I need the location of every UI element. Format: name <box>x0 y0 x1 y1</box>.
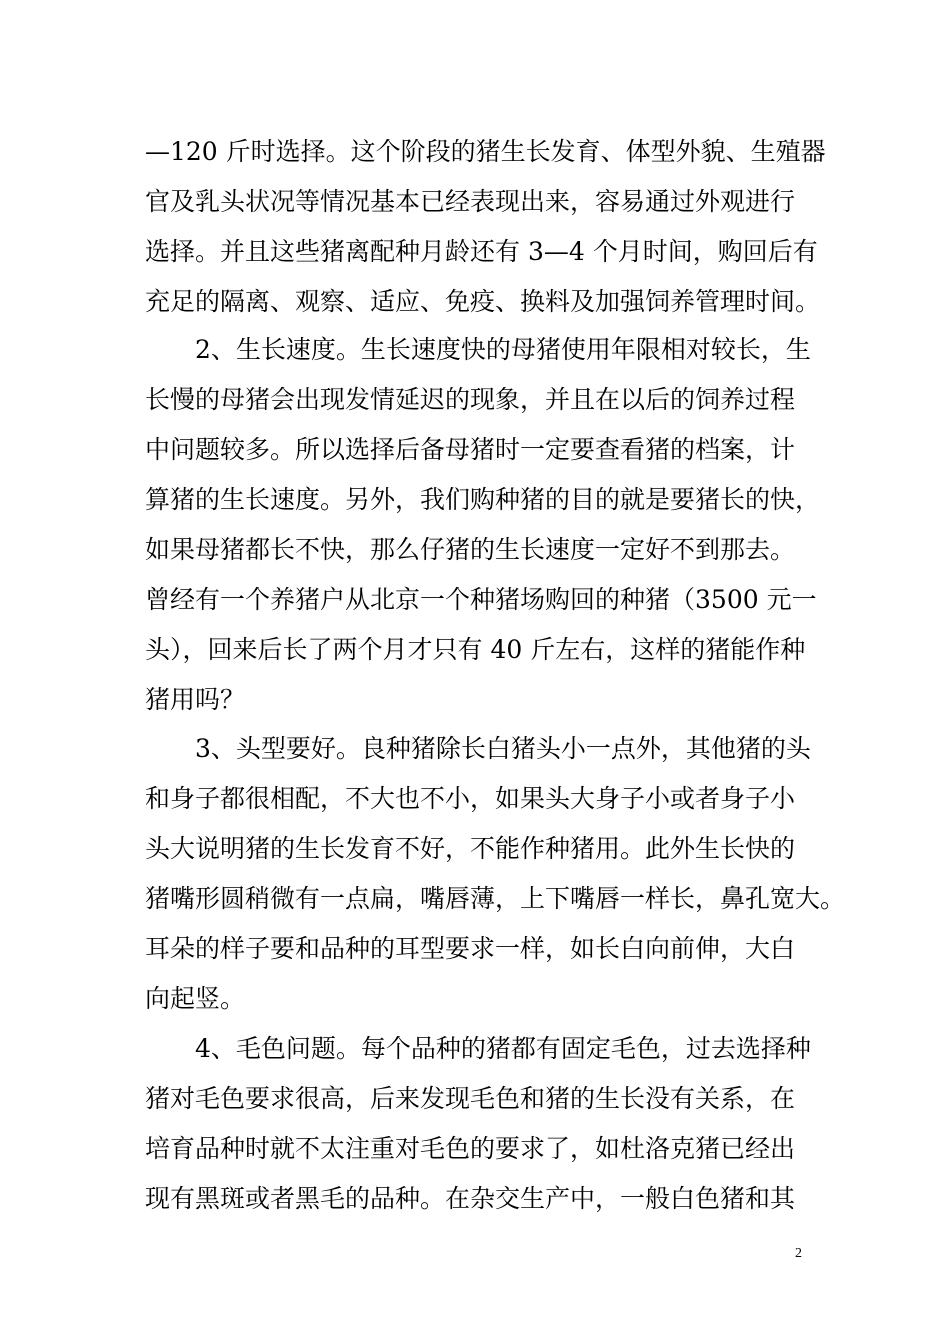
text-line: 和身子都很相配，不大也不小，如果头大身子小或者身子小 <box>145 784 796 813</box>
text-line: 猪嘴形圆稍微有一点扁，嘴唇薄，上下嘴唇一样长，鼻孔宽大。 <box>145 884 846 913</box>
text-line: 头大说明猪的生长发育不好，不能作种猪用。此外生长快的 <box>145 834 796 863</box>
text-line: 曾经有一个养猪户从北京一个种猪场购回的种猪（3500 元一 <box>145 585 817 614</box>
text-line: 向起竖。 <box>145 984 246 1013</box>
paragraph-heading-head-shape: 3、头型要好。良种猪除长白猪头小一点外，其他猪的头 <box>195 734 811 763</box>
text-line: 充足的隔离、观察、适应、免疫、换料及加强饲养管理时间。 <box>145 287 821 316</box>
text-line: 猪用吗？ <box>145 685 246 714</box>
text-line: 长慢的母猪会出现发情延迟的现象，并且在以后的饲养过程 <box>145 385 796 414</box>
text-line: 耳朵的样子要和品种的耳型要求一样，如长白向前伸，大白 <box>145 934 796 963</box>
paragraph-heading-growth-speed: 2、生长速度。生长速度快的母猪使用年限相对较长，生 <box>195 335 811 364</box>
text-line: 头），回来后长了两个月才只有 40 斤左右，这样的猪能作种 <box>145 635 806 664</box>
text-line: 选择。并且这些猪离配种月龄还有 3—4 个月时间，购回后有 <box>145 237 818 266</box>
paragraph-heading-coat-color: 4、毛色问题。每个品种的猪都有固定毛色，过去选择种 <box>195 1034 811 1063</box>
text-line: —120 斤时选择。这个阶段的猪生长发育、体型外貌、生殖器 <box>145 137 826 166</box>
text-line: 中问题较多。所以选择后备母猪时一定要查看猪的档案，计 <box>145 435 796 464</box>
text-line: 算猪的生长速度。另外，我们购种猪的目的就是要猪长的快， <box>145 485 821 514</box>
text-line: 培育品种时就不太注重对毛色的要求了，如杜洛克猪已经出 <box>145 1134 796 1163</box>
page-number: 2 <box>795 1246 802 1261</box>
text-line: 官及乳头状况等情况基本已经表现出来，容易通过外观进行 <box>145 187 796 216</box>
text-line: 现有黑斑或者黑毛的品种。在杂交生产中，一般白色猪和其 <box>145 1184 796 1213</box>
text-line: 如果母猪都长不快，那么仔猪的生长速度一定好不到那去。 <box>145 535 796 564</box>
text-line: 猪对毛色要求很高，后来发现毛色和猪的生长没有关系，在 <box>145 1084 796 1113</box>
